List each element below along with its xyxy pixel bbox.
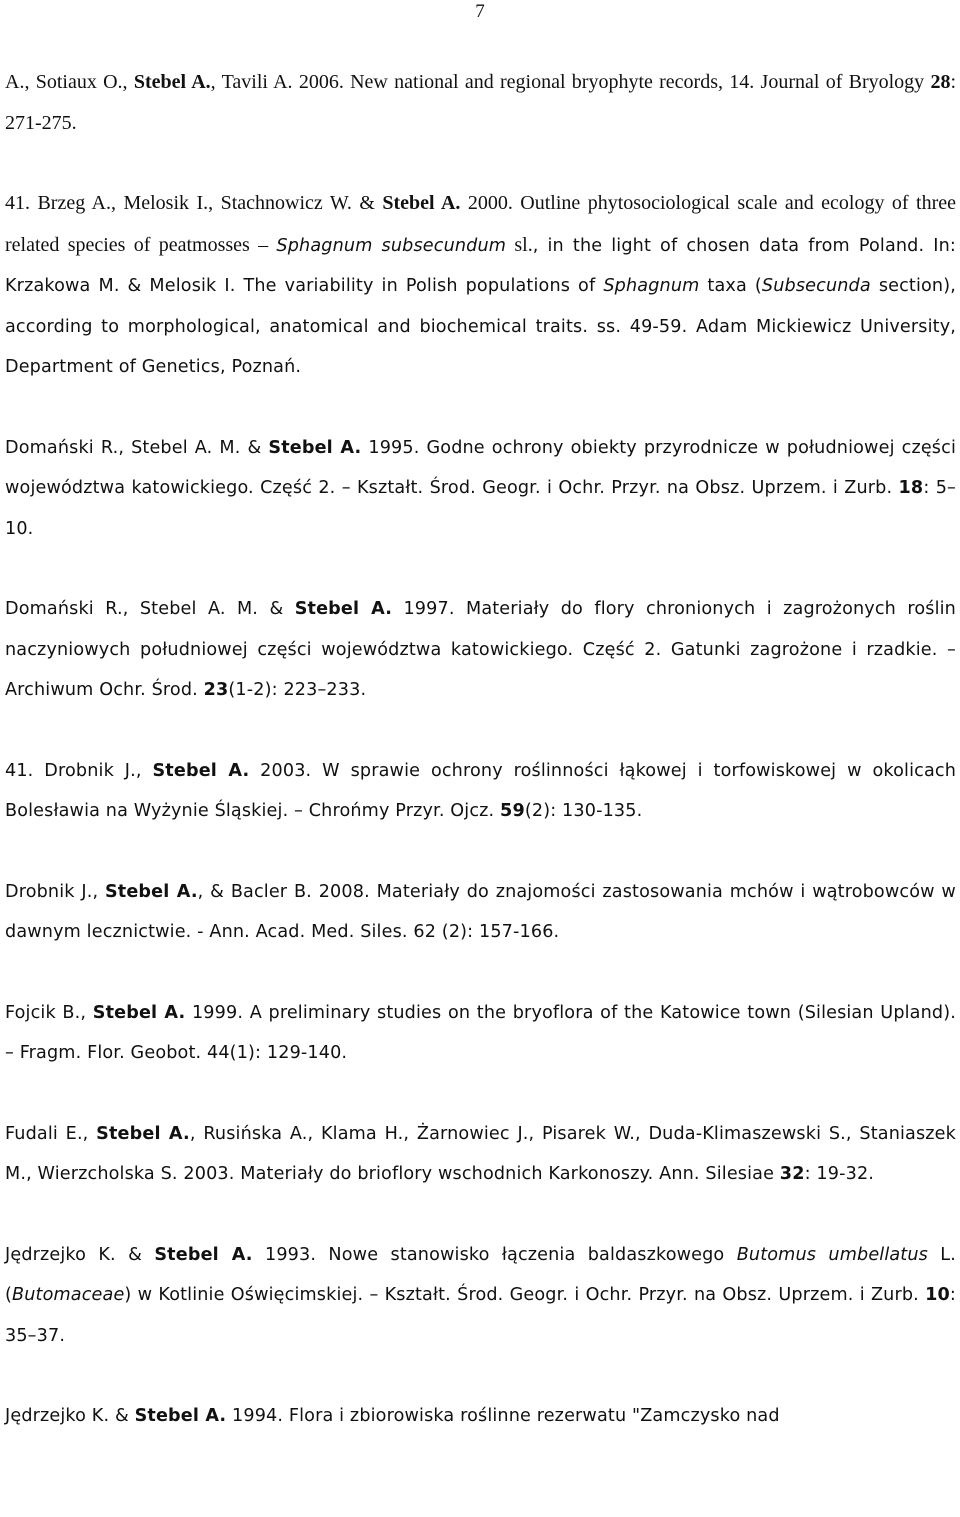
- reference-text: A., Sotiaux O.,: [5, 71, 134, 93]
- reference-bold-text: Stebel A.: [134, 1406, 227, 1426]
- reference-text: Domański R., Stebel A. M. &: [5, 437, 269, 458]
- reference-text: : 19-32.: [804, 1164, 875, 1184]
- reference-text: (1-2): 223–233.: [228, 680, 367, 700]
- reference-text: 1997. Materiały do flory chronionych i zagrożonych roślin naczyniowych południowej części województwa katowickiego. Część 2. Gatunki zagrożone i rzadkie. – Archiwum Ochr. Środ.: [5, 599, 956, 700]
- reference-text: 1993. Nowe stanowisko łączenia baldaszkowego: [252, 1244, 737, 1265]
- reference-entry: [5, 1114, 956, 1195]
- reference-text: 41. Drobnik J.,: [5, 760, 153, 781]
- reference-text: Jędrzejko K. &: [5, 1244, 155, 1265]
- reference-bold-text: Stebel A.: [96, 1123, 190, 1144]
- reference-text: , in the light of chosen data from Poland. In: Krzakowa M. & Melosik I. The variability in Polish populations of: [5, 235, 956, 296]
- reference-italic-text: Butomaceae: [12, 1285, 125, 1305]
- reference-text: 1995. Godne ochrony obiekty przyrodnicze w południowej części województwa katowickiego. Część 2. – Kształt. Środ. Geogr. i Ochr. Przyr. na Obsz. Uprzem. i Zurb.: [5, 437, 956, 498]
- reference-italic-text: Butomus umbellatus: [736, 1244, 928, 1265]
- reference-text: (2): 130-135.: [524, 801, 643, 821]
- reference-text: sl.: [506, 233, 533, 256]
- reference-entry: [5, 1396, 956, 1437]
- reference-entry: [5, 62, 956, 143]
- reference-bold-text: Stebel A.: [268, 437, 362, 458]
- reference-bold-text: Stebel A.: [152, 760, 250, 781]
- reference-text: : 35–37.: [5, 1285, 956, 1346]
- reference-entry: [5, 589, 956, 711]
- reference-text: , Tavili A. 2006. New national and regional bryophyte records, 14. Journal of Bryology: [210, 71, 931, 93]
- reference-entry: [5, 428, 956, 550]
- reference-bold-text: 18: [898, 478, 924, 498]
- reference-text: : 271-275.: [5, 71, 957, 134]
- reference-bold-text: Stebel A.: [92, 1002, 186, 1023]
- reference-text: Domański R., Stebel A. M. &: [5, 599, 295, 619]
- reference-bold-text: 10: [925, 1285, 950, 1305]
- reference-text: taxa (: [699, 276, 762, 296]
- reference-text: ) w Kotlinie Oświęcimskiej. – Kształt. Środ. Geogr. i Ochr. Przyr. na Obsz. Uprzem. i Zurb.: [124, 1285, 926, 1305]
- reference-bold-text: 28: [930, 71, 951, 93]
- reference-text: : 5–10.: [5, 478, 956, 539]
- reference-bold-text: Stebel A.: [294, 599, 393, 619]
- reference-text: 41. Brzeg A., Melosik I., Stachnowicz W. &: [5, 192, 383, 214]
- reference-entry: [5, 183, 956, 388]
- reference-bold-text: Stebel A.: [154, 1244, 253, 1265]
- reference-italic-text: Sphagnum subsecundum: [276, 235, 507, 256]
- reference-text: Jędrzejko K. &: [5, 1406, 135, 1426]
- reference-bold-text: 23: [203, 680, 229, 700]
- reference-entry: [5, 993, 956, 1074]
- reference-entry: [5, 1235, 956, 1357]
- reference-text: , & Bacler B. 2008. Materiały do znajomości zastosowania mchów i wątrobowców w dawnym lecznictwie. - Ann. Acad. Med. Siles. 62 (2): 157-166.: [5, 881, 956, 942]
- reference-text: , Rusińska A., Klama H., Żarnowiec J., Pisarek W., Duda-Klimaszewski S., Staniaszek M., Wierzcholska S. 2003. Materiały do brioflory wschodnich Karkonoszy. Ann. Silesiae: [5, 1123, 956, 1184]
- reference-bold-text: Stebel A.: [104, 881, 198, 902]
- reference-entry: [5, 872, 956, 953]
- reference-italic-text: Sphagnum: [603, 276, 700, 296]
- reference-bold-text: 32: [779, 1164, 805, 1184]
- reference-bold-text: Stebel A.: [133, 71, 211, 93]
- reference-text: Drobnik J.,: [5, 881, 105, 902]
- reference-italic-text: Subsecunda: [761, 276, 871, 296]
- reference-text: L. (: [5, 1244, 956, 1305]
- reference-bold-text: 59: [500, 801, 525, 821]
- reference-text: Fudali E.,: [5, 1123, 97, 1144]
- reference-bold-text: Stebel A.: [382, 192, 461, 214]
- reference-text: section), according to morphological, anatomical and biochemical traits. ss. 49-59. Adam Mickiewicz University, Department of Genetics, Poznań.: [5, 276, 956, 377]
- reference-text: 2003. W sprawie ochrony roślinności łąkowej i torfowiskowej w okolicach Bolesławia na Wyżynie Śląskiej. – Chrońmy Przyr. Ojcz.: [5, 760, 956, 821]
- reference-text: Fojcik B.,: [5, 1002, 93, 1023]
- reference-entry: [5, 751, 956, 832]
- reference-text: 2000. Outline phytosociological scale and ecology of three related species of peatmosses –: [5, 192, 956, 256]
- page-number: 7: [475, 1, 485, 22]
- reference-list: [5, 62, 956, 1477]
- reference-text: 1999. A preliminary studies on the bryoflora of the Katowice town (Silesian Upland). – Fragm. Flor. Geobot. 44(1): 129-140.: [5, 1002, 956, 1063]
- reference-text: 1994. Flora i zbiorowiska roślinne rezerwatu "Zamczysko nad: [226, 1406, 780, 1426]
